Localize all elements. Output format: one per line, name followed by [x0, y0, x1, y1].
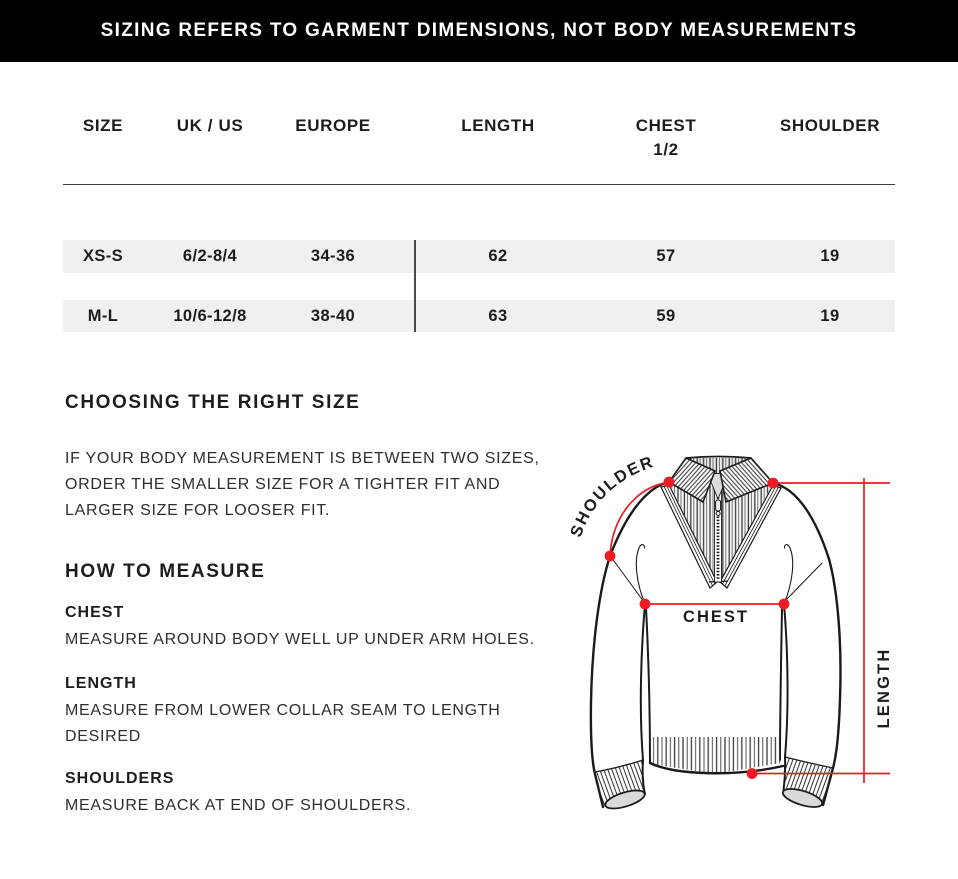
measure-length-label: LENGTH — [65, 675, 137, 692]
zipper-pull-icon — [716, 500, 721, 511]
left-raglan-seam — [611, 557, 644, 602]
cell-chest: 57 — [656, 247, 676, 265]
how-to-measure-heading: HOW TO MEASURE — [65, 561, 266, 582]
measure-shoulders-label: SHOULDERS — [65, 770, 175, 787]
col-header-shoulder: SHOULDER — [779, 116, 881, 135]
torso-right-edge — [780, 608, 782, 760]
garment-measurement-diagram — [555, 430, 958, 879]
col-header-uk-us: UK / US — [176, 116, 244, 135]
table-header-rule — [63, 184, 895, 185]
col-header-length: LENGTH — [461, 116, 535, 135]
right-shoulder-line — [773, 483, 829, 559]
right-raglan-seam — [784, 563, 822, 602]
measure-point — [640, 599, 651, 610]
diagram-chest-label: CHEST — [683, 608, 749, 626]
measure-length-text: MEASURE FROM LOWER COLLAR SEAM TO LENGTH DESIRED — [65, 702, 501, 745]
measure-shoulders-text: MEASURE BACK AT END OF SHOULDERS. — [65, 797, 412, 814]
cell-shoulder: 19 — [820, 247, 840, 265]
diagram-length-label: LENGTH — [875, 647, 893, 729]
cell-europe: 38-40 — [310, 307, 356, 325]
measure-point — [747, 768, 758, 779]
measure-point — [605, 551, 616, 562]
cell-size: M-L — [87, 307, 119, 325]
left-armhole-seam — [636, 545, 645, 604]
measure-chest-text: MEASURE AROUND BODY WELL UP UNDER ARM HOLES. — [65, 631, 535, 648]
cell-length: 63 — [488, 307, 508, 325]
measure-point — [779, 599, 790, 610]
diagram-shoulder-label: SHOULDER — [567, 452, 657, 540]
sizing-disclaimer-banner — [0, 0, 958, 62]
torso-left-edge — [646, 608, 650, 763]
measure-point — [664, 477, 675, 488]
cell-europe: 34-36 — [310, 247, 356, 265]
choosing-size-text: IF YOUR BODY MEASUREMENT IS BETWEEN TWO SIZES, ORDER THE SMALLER SIZE FOR A TIGHTER FIT AND LARGER SIZE FOR LOOSER FIT. — [65, 450, 540, 519]
shoulder-measure-arc — [610, 482, 669, 556]
measure-chest-label: CHEST — [65, 604, 125, 621]
cell-uk-us: 10/6-12/8 — [173, 307, 247, 325]
col-header-size: SIZE — [82, 116, 124, 135]
cell-uk-us: 6/2-8/4 — [182, 247, 238, 265]
measure-point — [768, 478, 779, 489]
cell-shoulder: 19 — [820, 307, 840, 325]
cell-chest: 59 — [656, 307, 676, 325]
cell-length: 62 — [488, 247, 508, 265]
left-sleeve-inner — [641, 604, 645, 760]
table-column-divider — [414, 240, 416, 332]
col-header-chest: CHEST 1/2 — [635, 116, 697, 159]
right-sleeve-inner — [784, 604, 788, 757]
collar-top-edge — [686, 457, 751, 459]
collar-and-placket — [661, 457, 781, 589]
choosing-size-heading: CHOOSING THE RIGHT SIZE — [65, 392, 361, 413]
col-header-europe: EUROPE — [295, 116, 371, 135]
banner-text: SIZING REFERS TO GARMENT DIMENSIONS, NOT BODY MEASUREMENTS — [100, 20, 858, 41]
cell-size: XS-S — [82, 247, 124, 265]
